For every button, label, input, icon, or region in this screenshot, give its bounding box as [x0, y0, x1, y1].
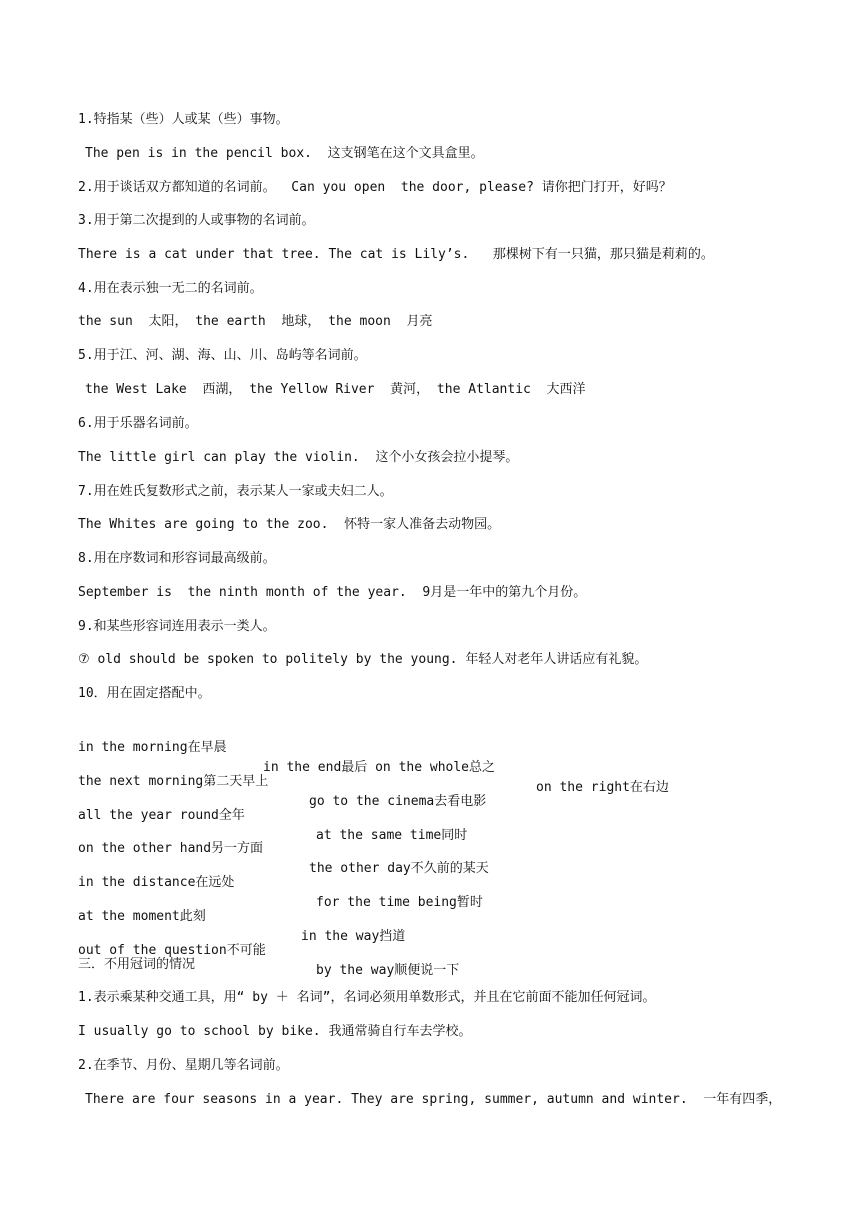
phrase-item: at the same time同时	[316, 828, 468, 843]
phrase-item: at the moment此刻	[78, 909, 206, 924]
rule-8-heading: 8.用在序数词和形容词最高级前。	[78, 551, 276, 566]
rule-7-heading: 7.用在姓氏复数形式之前，表示某人一家或夫妇二人。	[78, 484, 393, 499]
no-article-rule-1-example: I usually go to school by bike. 我通常骑自行车去学校。	[78, 1024, 472, 1039]
no-article-rule-1: 1.表示乘某种交通工具，用“ by ＋ 名词”，名词必须用单数形式，并且在它前面不能加任何冠词。	[78, 990, 656, 1005]
rule-8-example: September is the ninth month of the year. 9月是一年中的第九个月份。	[78, 585, 587, 600]
rule-6-example: The little girl can play the violin. 这个小女孩会拉小提琴。	[78, 450, 519, 465]
phrase-item: go to the cinema去看电影	[309, 794, 487, 809]
phrase-item: by the way顺便说一下	[316, 963, 460, 978]
rule-3-example: There is a cat under that tree. The cat is Lily’s. 那棵树下有一只猫，那只猫是莉莉的。	[78, 247, 714, 262]
rule-9-heading: 9.和某些形容词连用表示一类人。	[78, 619, 276, 634]
phrase-item: in the distance在远处	[78, 875, 235, 890]
section-3-heading: 三．不用冠词的情况	[78, 957, 196, 972]
phrase-item: in the way挡道	[301, 929, 406, 944]
phrase-item: for the time being暂时	[316, 895, 483, 910]
rule-4-heading: 4.用在表示独一无二的名词前。	[78, 281, 263, 296]
rule-9-example: ⑦ old should be spoken to politely by the young. 年轻人对老年人讲话应有礼貌。	[78, 652, 648, 667]
rule-7-example: The Whites are going to the zoo. 怀特一家人准备去动物园。	[78, 517, 501, 532]
rule-2-heading: 2.用于谈话双方都知道的名词前。 Can you open the door, please? 请你把门打开，好吗？	[78, 180, 672, 195]
phrase-item: out of the question不可能	[78, 943, 266, 958]
rule-5-example: the West Lake 西湖， the Yellow River 黄河， the Atlantic 大西洋	[85, 382, 586, 397]
phrase-item: in the morning在早晨	[78, 740, 227, 755]
rule-5-heading: 5.用于江、河、湖、海、山、川、岛屿等名词前。	[78, 348, 367, 363]
phrase-item: on the other hand另一方面	[78, 841, 264, 856]
phrase-item: in the end最后 on the whole总之	[263, 760, 496, 775]
rule-1-example: The pen is in the pencil box. 这支钢笔在这个文具盒里。	[85, 146, 484, 161]
rule-1-heading: 1.特指某（些）人或某（些）事物。	[78, 112, 289, 127]
rule-3-heading: 3.用于第二次提到的人或事物的名词前。	[78, 213, 315, 228]
phrase-item: the other day不久前的某天	[309, 861, 489, 876]
phrase-item: the next morning第二天早上	[78, 774, 269, 789]
phrase-item: all the year round全年	[78, 808, 245, 823]
rule-10-heading: 10．用在固定搭配中。	[78, 686, 211, 701]
no-article-rule-2: 2.在季节、月份、星期几等名词前。	[78, 1058, 289, 1073]
rule-4-example: the sun 太阳， the earth 地球， the moon 月亮	[78, 314, 433, 329]
no-article-rule-2-example: There are four seasons in a year. They are spring, summer, autumn and winter. 一年有四季，	[85, 1092, 782, 1107]
phrase-item: on the right在右边	[536, 780, 669, 795]
rule-6-heading: 6.用于乐器名词前。	[78, 416, 198, 431]
